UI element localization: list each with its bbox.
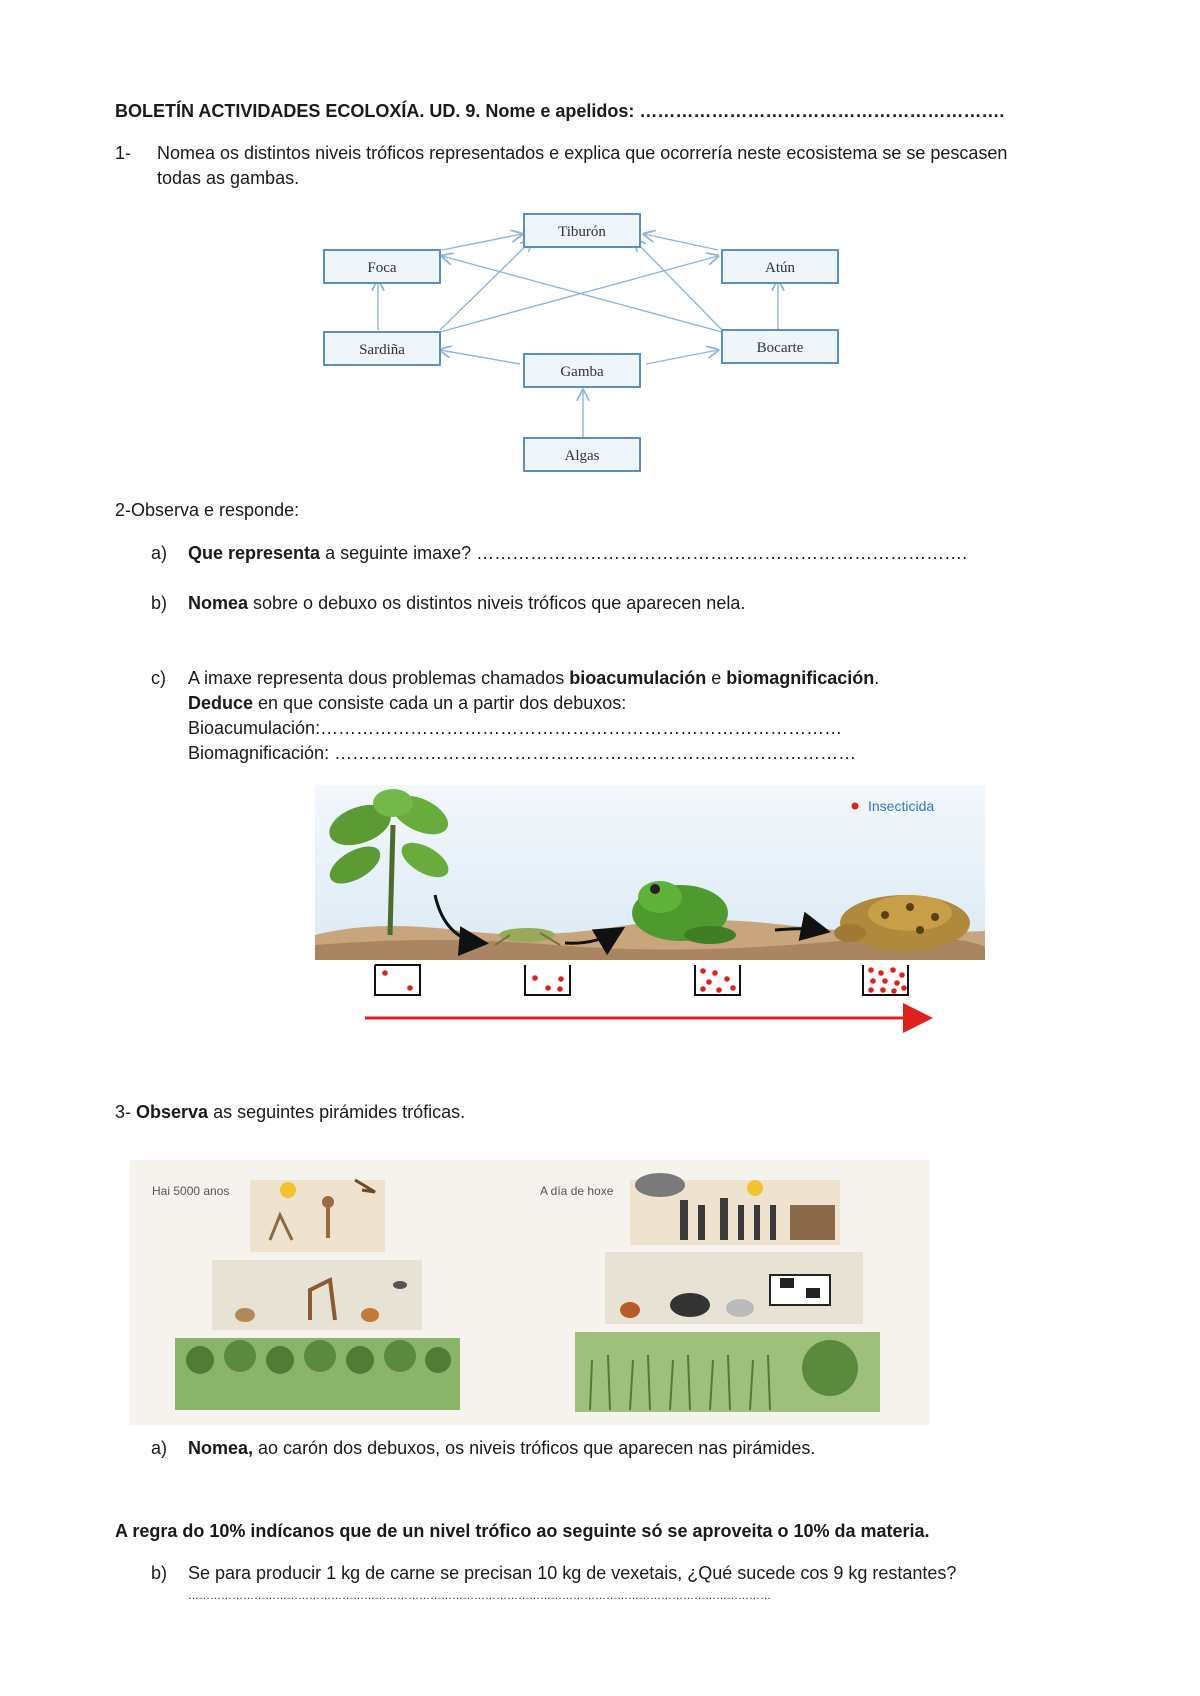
q2c-t2: e [706, 668, 727, 688]
q2c-bioacumulacion-blank: Bioacumulación:…………………………………………………………………………… [188, 718, 843, 738]
q2c-biomagnificacion-blank: Biomagnificación: …………………………………………………………………………… [188, 743, 857, 763]
bioaccumulation-illustration [315, 785, 985, 1035]
q2c-t3: . [874, 668, 880, 688]
q2c-line2 [188, 691, 626, 716]
q3a-label: a) [151, 1438, 168, 1458]
q3-heading-rest: as seguintes pirámides tróficas. [208, 1102, 466, 1122]
node-tiburon [524, 214, 640, 247]
q2a-bold: Que representa [188, 543, 321, 563]
q3a-text [188, 1436, 815, 1461]
q1-text-line1: Nomea os distintos niveis tróficos representados e explica que ocorrería neste ecosistema se se pescasen [157, 143, 1008, 163]
food-web-diagram [318, 208, 848, 478]
q2c-line1 [188, 666, 879, 691]
pyramid-present-caption: A día de hoxe [540, 1184, 614, 1198]
arrow-gamba-sardina [440, 350, 520, 364]
arrow-gamba-bocarte [646, 350, 718, 364]
arrow-sardina-tiburon [440, 240, 532, 330]
svg-text:Algas: Algas [564, 448, 600, 464]
svg-text:Gamba: Gamba [560, 364, 604, 380]
q2b-bold: Nomea [188, 593, 249, 613]
svg-text:Sardiña: Sardiña [359, 342, 405, 358]
node-algas [524, 438, 640, 471]
q3b-answer-blank: …………………………………………………………………………………………………………………………………………… [188, 1590, 771, 1602]
q3b-text: Se para producir 1 kg de carne se precisan 10 kg de vexetais, ¿Qué sucede cos 9 kg restantes? [188, 1563, 957, 1583]
svg-text:Atún: Atún [765, 260, 795, 276]
arrow-foca-tiburon [442, 234, 522, 250]
node-sardina [324, 332, 440, 365]
q2a-label: a) [151, 543, 168, 563]
q2c-label: c) [151, 668, 166, 688]
concentration-box-plant [375, 965, 420, 995]
q2c-deduce-rest: en que consiste cada un a partir dos debuxos: [253, 693, 627, 713]
q2b-text [188, 591, 745, 616]
arrow-bocarte-tiburon [634, 240, 722, 330]
legend-dot [852, 803, 859, 810]
node-gamba [524, 354, 640, 387]
q2c-t1: A imaxe representa dous problemas chamados [188, 668, 570, 688]
pyramid-past-caption: Hai 5000 anos [152, 1184, 230, 1198]
name-blank: ……………………………………………………. [639, 101, 1005, 121]
q2c-deduce: Deduce [188, 693, 254, 713]
ten-percent-rule: A regra do 10% indícanos que de un nivel trófico ao seguinte só se aproveita o 10% da materia. [115, 1521, 930, 1541]
svg-text:Bocarte: Bocarte [756, 340, 804, 356]
q1-text-line2: todas as gambas. [157, 168, 300, 188]
q2c-biomagnificacion: biomagnificación [726, 668, 875, 688]
arrow-atun-tiburon [644, 234, 718, 250]
q3b-label: b) [151, 1563, 168, 1583]
trophic-pyramids-illustration [130, 1160, 930, 1425]
q3a-bold: Nomea, [188, 1438, 254, 1458]
title-text: BOLETÍN ACTIVIDADES ECOLOXÍA. UD. 9. Nome e apelidos: [115, 101, 635, 121]
q2b-rest: sobre o debuxo os distintos niveis tróficos que aparecen nela. [248, 593, 746, 613]
legend-label: Insecticida [868, 798, 935, 814]
concentration-box-frog [695, 965, 740, 995]
q2-heading: 2-Observa e responde: [115, 500, 300, 520]
svg-text:Tiburón: Tiburón [558, 224, 606, 240]
q3-num: 3- [115, 1102, 137, 1122]
svg-text:Foca: Foca [367, 260, 397, 276]
q2b-label: b) [151, 593, 168, 613]
concentration-box-snake [863, 965, 908, 995]
concentration-box-grasshopper [525, 965, 570, 995]
q3-heading [115, 1100, 465, 1125]
q1-number: 1- [115, 143, 132, 163]
q3a-rest: ao carón dos debuxos, os niveis tróficos que aparecen nas pirámides. [253, 1438, 816, 1458]
q3-observa: Observa [136, 1102, 209, 1122]
q2a-text [188, 541, 967, 566]
node-foca [324, 250, 440, 283]
worksheet-title [115, 99, 1004, 124]
node-bocarte [722, 330, 838, 363]
q2c-bioacumulacion: bioacumulación [569, 668, 707, 688]
node-atun [722, 250, 838, 283]
q2a-rest: a seguinte imaxe? ………………………………………………………………………. [320, 543, 968, 563]
